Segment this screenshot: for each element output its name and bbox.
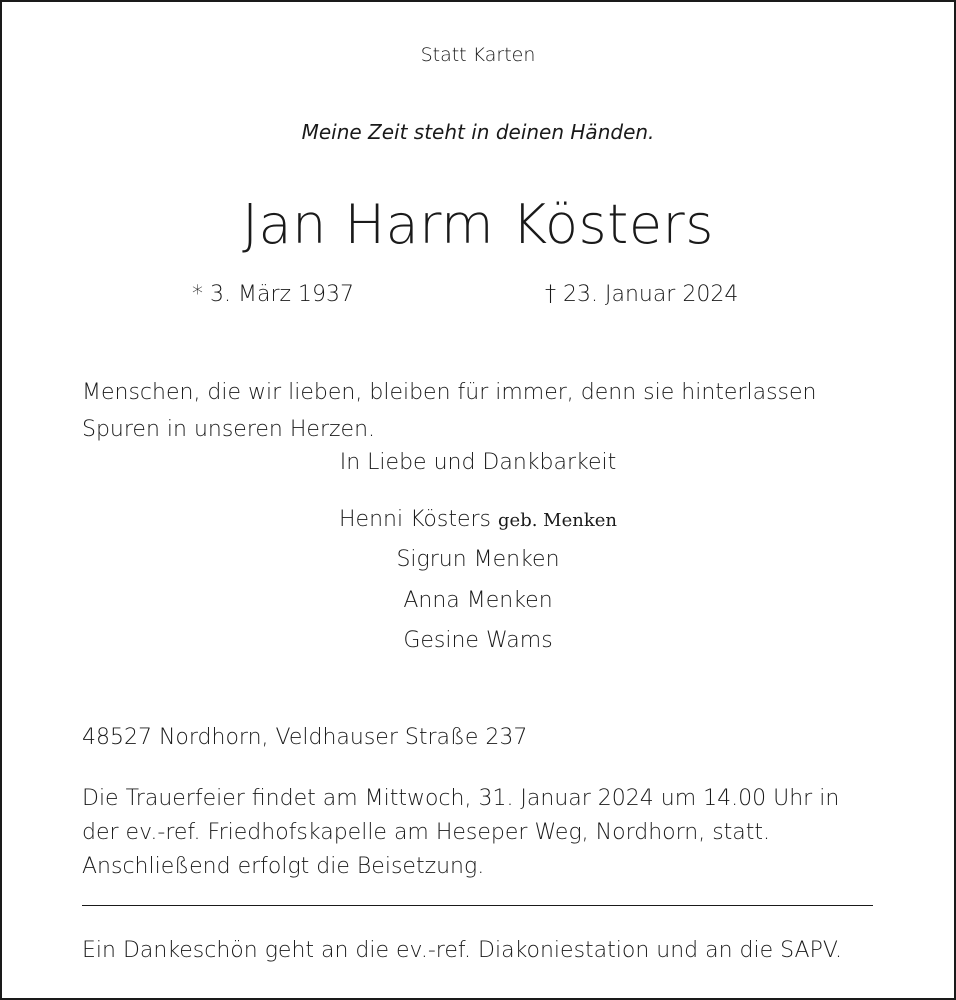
birth-date: * 3. März 1937 [192, 282, 355, 307]
death-date: † 23. Januar 2024 [545, 282, 739, 307]
mourner-name: Henni Kösters [339, 507, 492, 532]
mourner-3 [0, 590, 956, 612]
mourner-2 [0, 549, 956, 571]
mourner-name: Anna Menken [403, 588, 553, 613]
funeral-details: Die Trauerfeier findet am Mittwoch, 31. Januar 2024 um 14.00 Uhr in der ev.-ref. Friedhofskapelle am Heseper Weg, Nordhorn, statt. Anschließend erfolgt die Beisetzung. [82, 786, 840, 879]
header-text: Statt Karten [420, 44, 536, 66]
closing-line: In Liebe und Dankbarkeit [339, 450, 617, 475]
memorial-quote: Menschen, die wir lieben, bleiben für immer, denn sie hinterlassen Spuren in unseren Herzen. [82, 380, 817, 442]
thanks-note: Ein Dankeschön geht an die ev.-ref. Diakoniestation und an die SAPV. [82, 938, 843, 963]
motto: Meine Zeit steht in deinen Händen. [301, 120, 655, 144]
mourner-4 [0, 630, 956, 652]
address: 48527 Nordhorn, Veldhauser Straße 237 [82, 725, 528, 750]
mourner-name: Sigrun Menken [396, 547, 560, 572]
mourner-maiden-name: geb. Menken [498, 510, 617, 531]
divider [82, 905, 873, 906]
mourner-name: Gesine Wams [403, 628, 553, 653]
deceased-name: Jan Harm Kösters [242, 193, 714, 256]
mourner-1 [0, 509, 956, 531]
